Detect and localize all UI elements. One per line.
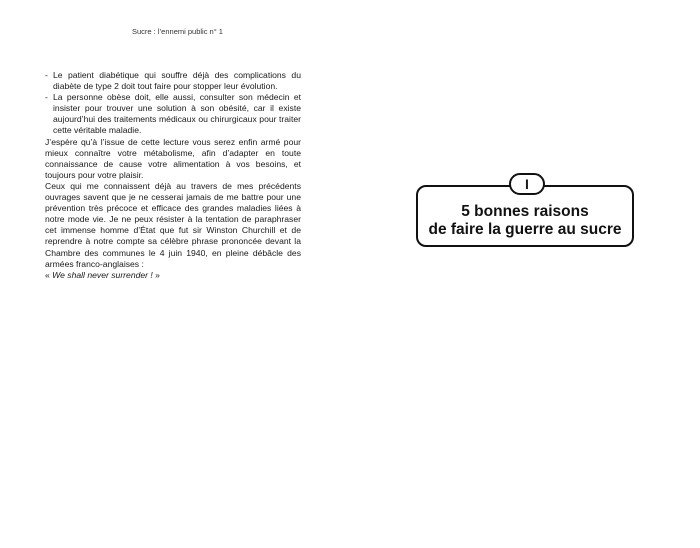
quote-open: « [45,269,53,280]
paragraph-churchill: Ceux qui me connaissent déjà au travers de mes précédents ouvrages savent que je ne cesserai jamais de me battre pour une prévention très précoce et efficace des grandes maladies liées à notre mode vie. Je ne peux résister à la tentation de paraphraser cet immense homme d’État que fut sir Winston Churchill et de reprendre à notre compte sa célèbre phrase prononcée devant la Chambre des communes le 4 juin 1940, en pleine débâcle des armées franco-anglaises : [45,180,301,269]
chapter-number-badge: I [509,173,545,195]
bullet-dash: - [45,70,48,80]
quote-close: » [152,269,160,280]
paragraph-hope: J’espère qu’à l’issue de cette lecture vous serez enfin armé pour mieux connaître votre métabolisme, afin d’adapter en toute connaissance de cause votre alimentation à vos besoins, et toujours pour votre plaisir. [45,136,301,180]
bullet-item [45,92,301,136]
chapter-title-line-1: 5 bonnes raisons [461,203,589,220]
bullet-item [45,70,301,92]
churchill-quote [45,270,301,281]
chapter-title [416,203,634,239]
bullet-text: La personne obèse doit, elle aussi, consulter son médecin et insister pour trouver une solution à son obésité, car il existe aujourd’hui des traitements médicaux ou chirurgicaux pour traiter cette véritable maladie. [53,92,301,136]
running-header: Sucre : l’ennemi public n° 1 [132,27,223,36]
bullet-dash: - [45,92,48,103]
left-page-body [45,70,301,281]
bullet-text: Le patient diabétique qui souffre déjà des complications du diabète de type 2 doit tout faire pour stopper leur évolution. [53,70,301,92]
quote-text: We shall never surrender ! [52,269,153,280]
chapter-title-line-2: de faire la guerre au sucre [428,221,622,238]
